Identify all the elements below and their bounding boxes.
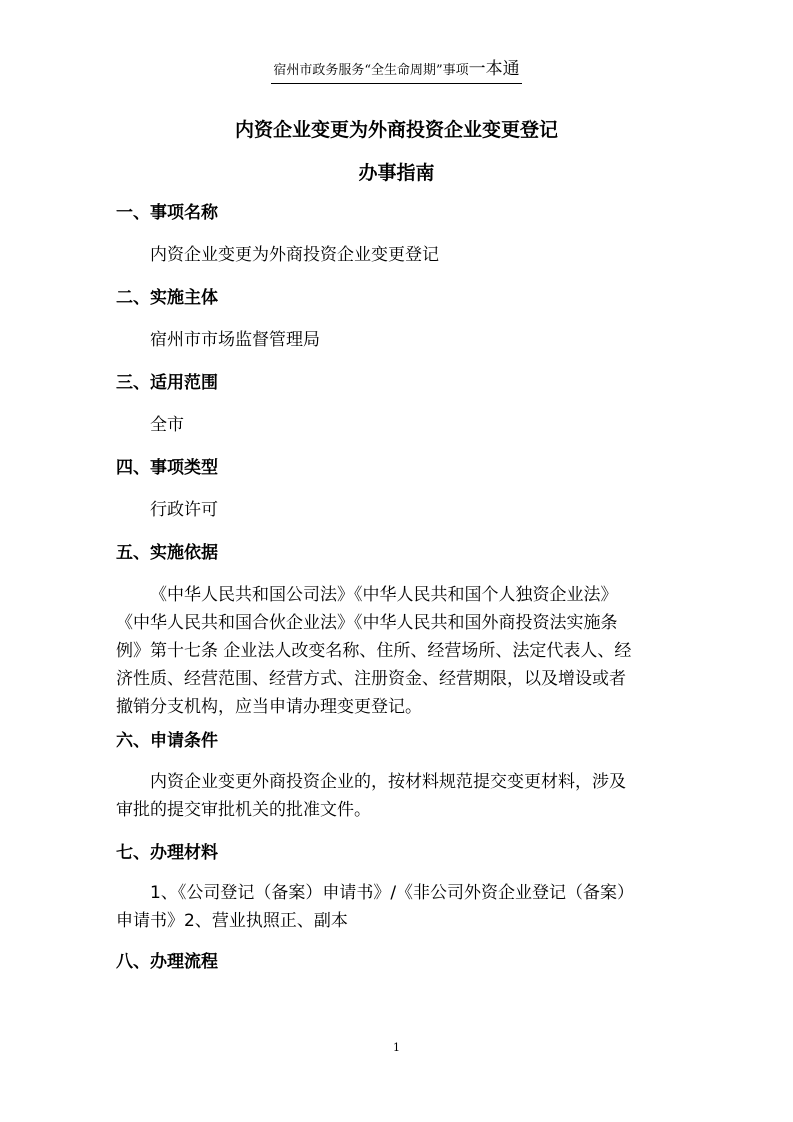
- body-line: 内资企业变更外商投资企业的，按材料规范提交变更材料，涉及: [150, 772, 626, 792]
- section-heading-implementing-body: 二、实施主体: [116, 288, 218, 308]
- section-body-scope: [116, 411, 684, 439]
- section-heading-scope: 三、适用范围: [116, 373, 218, 393]
- section-heading-conditions: 六、申请条件: [116, 731, 218, 751]
- section-heading-materials: 七、办理材料: [116, 843, 218, 863]
- section-heading-process: 八、办理流程: [116, 952, 218, 972]
- body-line: 1、《公司登记（备案）申请书》/《非公司外资企业登记（备案）: [150, 883, 635, 903]
- body-line: 《中华人民共和国公司法》《中华人民共和国个人独资企业法》: [150, 585, 618, 605]
- document-title-line2: 办事指南: [358, 162, 435, 184]
- section-body-conditions: [116, 768, 684, 824]
- page-number: 1: [393, 1041, 400, 1054]
- body-line: 申请书》2、营业执照正、副本: [116, 911, 348, 931]
- section-body-item-type: [116, 496, 684, 524]
- section-body-implementing-body: [116, 326, 684, 354]
- body-line: 审批的提交审批机关的批准文件。: [116, 800, 371, 820]
- section-heading-item-name: 一、事项名称: [116, 203, 218, 223]
- body-line: 撤销分支机构，应当申请办理变更登记。: [116, 697, 422, 717]
- running-header-emphasis: 一本通: [468, 59, 520, 79]
- body-line: 宿州市市场监督管理局: [150, 330, 320, 350]
- section-body-materials: [116, 879, 684, 935]
- body-line: 内资企业变更为外商投资企业变更登记: [150, 245, 439, 265]
- section-heading-legal-basis: 五、实施依据: [116, 543, 218, 563]
- body-line: 《中华人民共和国合伙企业法》《中华人民共和国外商投资法实施条: [116, 613, 618, 633]
- running-header-title: 宿州市政务服务“全生命周期”事项: [273, 63, 469, 78]
- section-heading-item-type: 四、事项类型: [116, 458, 218, 478]
- body-line: 例》第十七条 企业法人改变名称、住所、经营场所、法定代表人、经: [116, 641, 632, 661]
- body-line: 全市: [150, 415, 184, 435]
- document-title-line1: 内资企业变更为外商投资企业变更登记: [234, 119, 558, 141]
- section-body-legal-basis: [116, 581, 684, 721]
- running-header-text: [271, 58, 521, 84]
- running-header: [0, 58, 793, 84]
- body-line: 行政许可: [150, 500, 218, 520]
- body-line: 济性质、经营范围、经营方式、注册资金、经营期限，以及增设或者: [116, 669, 626, 689]
- section-body-item-name: [116, 241, 684, 269]
